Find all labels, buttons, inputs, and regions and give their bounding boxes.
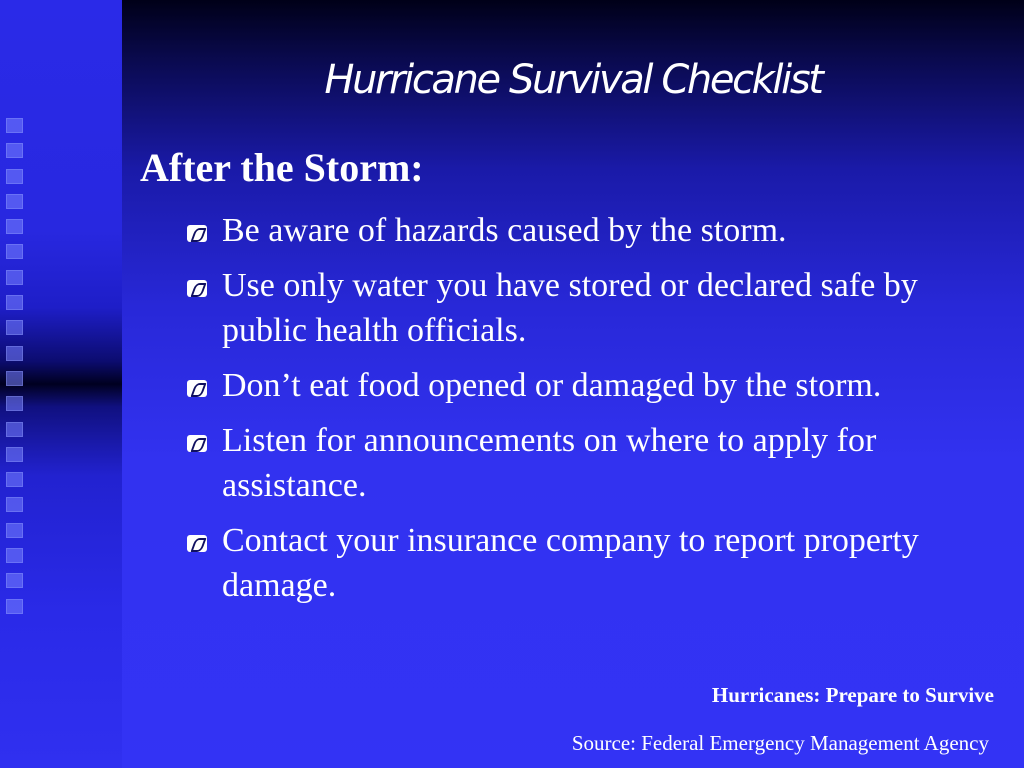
decorative-square <box>6 371 23 386</box>
checklist-item-text: Be aware of hazards caused by the storm. <box>222 212 787 249</box>
left-decorative-strip <box>0 0 122 768</box>
notched-square-bullet-icon <box>187 435 207 452</box>
notched-square-bullet-icon <box>187 535 207 552</box>
decorative-square <box>6 143 23 158</box>
decorative-square <box>6 295 23 310</box>
section-heading: After the Storm: <box>140 145 424 190</box>
decorative-square <box>6 118 23 133</box>
checklist-item <box>185 208 1005 253</box>
decorative-square <box>6 194 23 209</box>
footer-title: Hurricanes: Prepare to Survive <box>711 683 994 707</box>
notched-square-bullet-icon <box>187 225 207 242</box>
decorative-square <box>6 396 23 411</box>
checklist <box>185 208 1005 618</box>
checklist-item-text: Listen for announcements on where to apply for assistance. <box>222 422 877 504</box>
decorative-square <box>6 169 23 184</box>
decorative-square <box>6 599 23 614</box>
checklist-item <box>185 363 1005 408</box>
checklist-item <box>185 518 1005 608</box>
decorative-square <box>6 244 23 259</box>
checklist-item <box>185 263 1005 353</box>
decorative-square <box>6 523 23 538</box>
decorative-square <box>6 219 23 234</box>
decorative-square <box>6 422 23 437</box>
checklist-item-text: Don’t eat food opened or damaged by the storm. <box>222 367 882 404</box>
decorative-square <box>6 497 23 512</box>
notched-square-bullet-icon <box>187 280 207 297</box>
checklist-item-text: Use only water you have stored or declared safe by public health officials. <box>222 267 918 349</box>
decorative-square <box>6 320 23 335</box>
notched-square-bullet-icon <box>187 380 207 397</box>
decorative-squares <box>6 118 30 624</box>
decorative-square <box>6 447 23 462</box>
checklist-item-text: Contact your insurance company to report property damage. <box>222 522 919 604</box>
decorative-square <box>6 548 23 563</box>
source-credit: Source: Federal Emergency Management Agency <box>571 731 989 755</box>
decorative-square <box>6 573 23 588</box>
slide-title: Hurricane Survival Checklist <box>324 57 822 103</box>
decorative-square <box>6 472 23 487</box>
decorative-square <box>6 270 23 285</box>
checklist-item <box>185 418 1005 508</box>
decorative-square <box>6 346 23 361</box>
